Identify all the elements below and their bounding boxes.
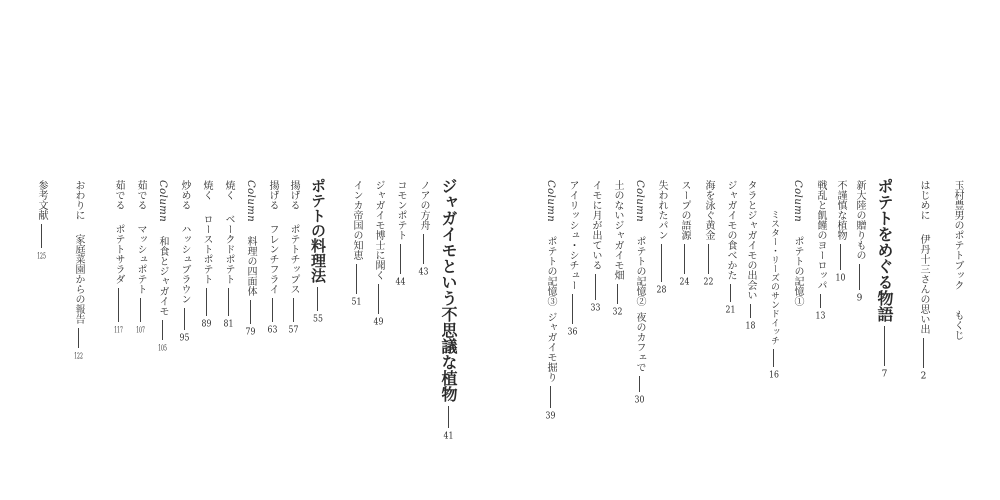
toc-entry[interactable] (854, 180, 864, 303)
entry-title: ハッシュブラウン (179, 224, 190, 304)
leader-rule (923, 338, 924, 368)
page-number: 2 (920, 372, 927, 381)
page-number: 36 (567, 328, 578, 337)
toc-entry[interactable] (113, 180, 123, 334)
page-number: 28 (656, 286, 667, 295)
entry-label: 茹でる (113, 180, 124, 210)
leader-rule (639, 376, 640, 392)
entry-title: 新大陸の贈りもの (854, 180, 865, 260)
toc-entry-column[interactable] (634, 180, 644, 405)
leader-rule (572, 294, 573, 324)
page-number: 16 (769, 371, 779, 380)
toc-entry[interactable] (835, 180, 845, 283)
leader-rule (206, 288, 207, 316)
leader-rule (820, 294, 821, 308)
toc-entry[interactable] (395, 180, 405, 287)
toc-entry[interactable] (567, 180, 577, 337)
entry-title: ポテトの記憶③ (545, 236, 556, 307)
entry-title: ポテトの記憶① (792, 236, 803, 307)
entry-title: フレンチフライ (267, 224, 278, 294)
leader-rule (118, 288, 119, 322)
page-number: 105 (158, 344, 167, 353)
column-label: Column (245, 180, 256, 223)
leader-rule (140, 298, 141, 322)
entry-title: 失われたパン (656, 180, 667, 240)
entry-title: マッシュポテト (135, 224, 146, 294)
leader-rule (317, 287, 318, 311)
entry-title: ローストポテト (201, 214, 212, 284)
toc-entry[interactable] (418, 180, 428, 277)
page-number: 89 (201, 320, 212, 329)
toc-entry[interactable] (288, 180, 298, 335)
leader-rule (400, 244, 401, 274)
toc-entry[interactable] (815, 180, 825, 321)
book-title: 玉村豊男のポテトブック (952, 180, 963, 290)
entry-label: 揚げる (288, 180, 299, 210)
page-number: 81 (223, 320, 234, 329)
leader-rule (708, 244, 709, 274)
toc-entry[interactable] (725, 180, 735, 315)
leader-rule (41, 224, 42, 248)
page-number: 9 (856, 294, 863, 303)
entry-label: 炒める (179, 180, 190, 210)
leader-rule (293, 298, 294, 322)
leader-rule (730, 284, 731, 302)
page-number: 49 (373, 318, 384, 327)
entry-subtitle: 夜のカフェで (634, 312, 645, 373)
toc-entry[interactable] (679, 180, 689, 287)
toc-entry[interactable] (201, 180, 211, 329)
toc-entry[interactable] (745, 180, 755, 331)
page-number: 44 (395, 278, 406, 287)
page-number: 24 (679, 278, 690, 287)
toc-entry[interactable] (351, 180, 361, 307)
toc-entry[interactable] (612, 180, 622, 317)
leader-rule (250, 300, 251, 324)
leader-rule (162, 320, 163, 340)
leader-rule (884, 326, 885, 366)
toc-entry[interactable] (656, 180, 666, 295)
toc-entry[interactable] (223, 180, 233, 329)
page-number: 39 (545, 412, 556, 422)
entry-subtitle: ジャガイモ掘り (545, 312, 556, 383)
entry-title: ジャガイモの食べかた (725, 180, 736, 280)
toc-entry-column[interactable] (157, 180, 167, 352)
page-number: 32 (612, 308, 623, 317)
part-heading-2[interactable] (440, 178, 456, 441)
toc-entry[interactable] (590, 180, 600, 313)
toc-label: もくじ (952, 310, 963, 340)
page-number: 79 (245, 328, 256, 338)
leader-rule (859, 264, 860, 290)
leader-rule (356, 264, 357, 294)
page-number: 41 (443, 432, 454, 441)
entry-title: スープの語源 (679, 180, 690, 240)
entry-title: ポテトの記憶② (634, 236, 645, 307)
entry-label: はじめに (918, 180, 929, 220)
leader-rule (272, 298, 273, 322)
column-label: Column (792, 180, 803, 223)
toc-entry-owarini[interactable] (73, 180, 83, 360)
entry-title: ポテトチップス (288, 224, 299, 294)
entry-title: 不謹慎な植物 (835, 180, 846, 240)
part-title: ジャガイモという不思議な植物 (439, 178, 458, 402)
toc-entry[interactable] (179, 180, 189, 343)
leader-rule (78, 328, 79, 348)
page-number: 18 (745, 322, 756, 331)
leader-rule (773, 349, 774, 367)
entry-title: ポテトサラダ (113, 224, 124, 284)
entry-label: 揚げる (267, 180, 278, 210)
leader-rule (840, 244, 841, 270)
part-heading-3[interactable] (310, 178, 325, 324)
entry-title: 土のないジャガイモ畑 (612, 180, 623, 280)
part-title: ポテトの料理法 (309, 178, 327, 283)
page-number: 57 (288, 326, 299, 335)
column-label: Column (157, 180, 168, 223)
entry-title: ジャガイモ博士に聞く (373, 180, 384, 280)
page-number: 107 (136, 326, 145, 334)
page-number: 55 (313, 315, 323, 324)
entry-label: 茹でる (135, 180, 146, 210)
leader-rule (550, 386, 551, 408)
page-number: 43 (418, 268, 429, 277)
toc-entry-hajimeni[interactable] (918, 180, 928, 381)
page-number: 117 (114, 326, 123, 334)
entry-title: アイリッシュ・シチュー (567, 180, 578, 290)
leader-rule (595, 274, 596, 300)
leader-rule (661, 244, 662, 282)
column-label: Column (634, 180, 645, 223)
toc-entry[interactable] (373, 180, 383, 327)
toc-entry-references[interactable] (36, 180, 46, 260)
page-number: 33 (590, 304, 601, 313)
entry-subtitle: ミスター・リーズのサンドイッチ (769, 210, 779, 345)
entry-title: 和食とジャガイモ (157, 236, 168, 317)
page-number: 13 (815, 312, 826, 321)
page-number: 125 (37, 252, 46, 260)
leader-rule (684, 244, 685, 274)
entry-label: おわりに (73, 180, 84, 220)
entry-title: 伊丹十三さんの思い出 (918, 234, 929, 334)
leader-rule (750, 304, 751, 318)
entry-label: 参考文献 (36, 180, 47, 220)
page-number: 63 (267, 326, 278, 335)
entry-title: 家庭菜園からの報告 (73, 234, 84, 324)
page-number: 51 (351, 298, 362, 307)
entry-title: タラとジャガイモの出会い (745, 180, 756, 300)
entry-title: 海を泳ぐ黄金 (703, 180, 714, 240)
toc-entry[interactable] (267, 180, 277, 335)
entry-title: コモンポテト (395, 180, 406, 240)
entry-title: イモに月が出ている (590, 180, 601, 270)
page-number: 7 (881, 370, 888, 379)
book-title-column (952, 180, 962, 340)
page-number: 10 (835, 274, 846, 283)
entry-title: 戦乱と飢饉のヨーロッパ (815, 180, 826, 290)
leader-rule (617, 284, 618, 304)
leader-rule (184, 308, 185, 330)
toc-entry-subtitle[interactable] (769, 210, 778, 380)
leader-rule (378, 284, 379, 314)
page-number: 22 (703, 278, 714, 287)
entry-title: 料理の四面体 (245, 236, 256, 297)
page-number: 95 (179, 334, 190, 343)
entry-title: インカ帝国の知恵 (351, 180, 362, 260)
page-number: 122 (74, 352, 83, 360)
leader-rule (448, 406, 449, 428)
page-number: 21 (725, 306, 736, 315)
toc-entry-column[interactable] (245, 180, 255, 337)
page-number: 30 (634, 396, 645, 406)
entry-title: ベークドポテト (223, 214, 234, 284)
toc-entry[interactable] (135, 180, 145, 334)
entry-label: 焼く (201, 180, 212, 200)
toc-entry-column[interactable] (545, 180, 555, 421)
part-heading-1[interactable] (876, 178, 892, 379)
toc-entry[interactable] (703, 180, 713, 287)
entry-title: ノアの方舟 (418, 180, 429, 230)
leader-rule (423, 234, 424, 264)
part-title: ポテトをめぐる物語 (875, 178, 894, 322)
leader-rule (228, 288, 229, 316)
entry-label: 焼く (223, 180, 234, 200)
toc-entry-column[interactable] (792, 180, 802, 306)
column-label: Column (545, 180, 556, 223)
